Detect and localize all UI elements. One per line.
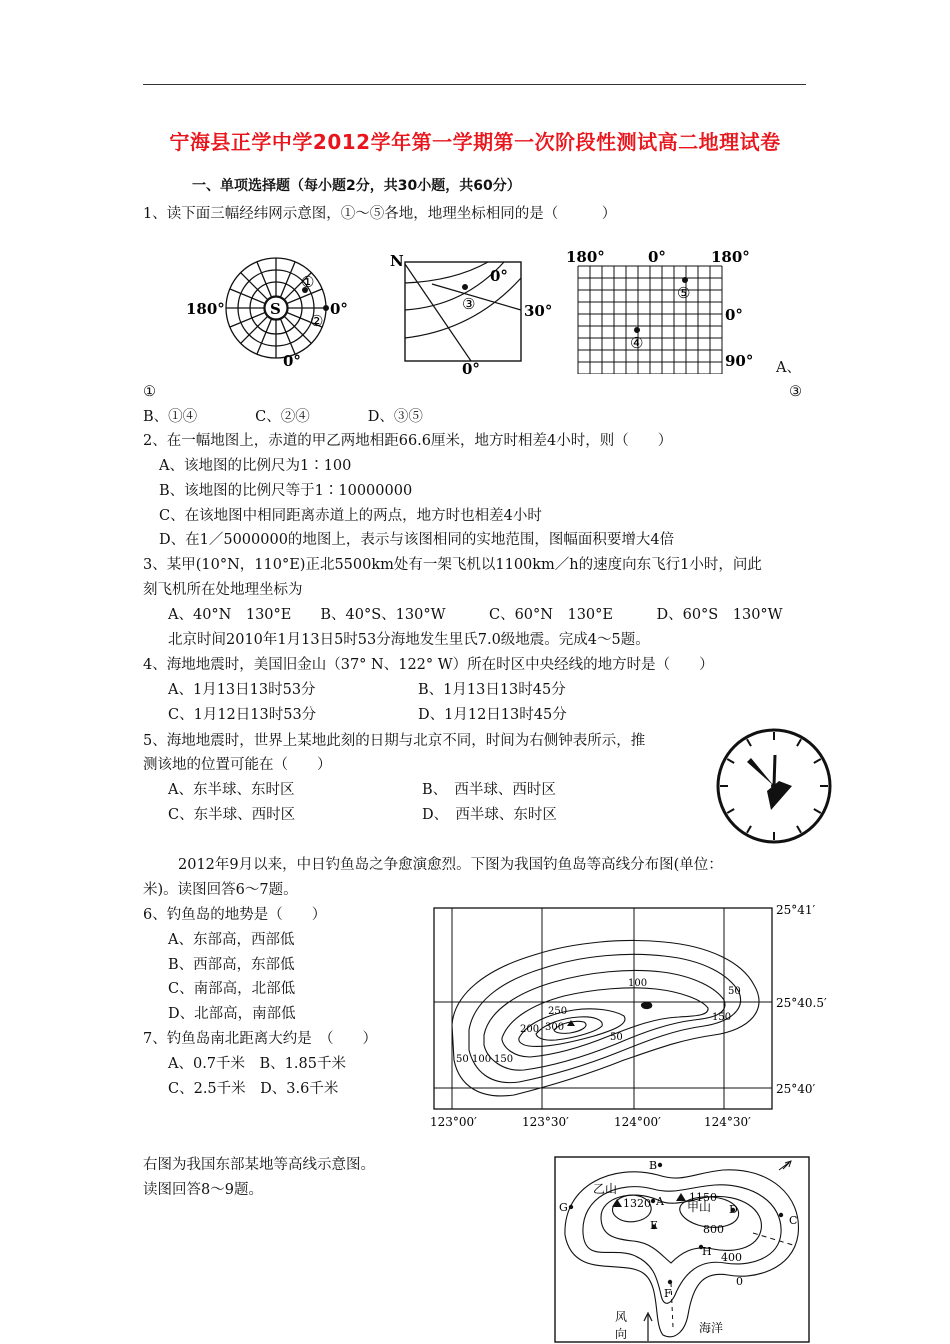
lat-top-label: 25°41′ [776,903,816,917]
point-h: H [702,1245,712,1258]
q2-stem: 2、在一幅地图上，赤道的甲乙两地相距66.6厘米，地方时相差4小时，则（ ） [143,433,673,449]
q8-9-intro-line1: 右图为我国东部某地等高线示意图。 [143,1157,375,1173]
label-n: N [390,252,404,270]
contour-label-100b: 100 [472,1054,492,1065]
lat-bot-label: 25°40′ [776,1082,816,1096]
clock-figure [713,725,835,847]
yi-mountain-label: 乙山 [593,1182,618,1196]
q5-option-a: A、东半球、东时区 [168,782,295,798]
label-0-bottom-b: 0° [462,360,480,378]
marker-1: ① [301,273,315,291]
point-c: C [789,1214,798,1227]
q6-option-d: D、北部高，南部低 [168,1006,296,1022]
q4-stem: 4、海地地震时，美国旧金山（37° N、122° W）所在时区中央经线的地方时是（ ） [143,657,714,673]
q1-options: B、①④ C、②④ D、③⑤ [143,409,423,425]
point-d: D [729,1203,738,1216]
marker-4: ④ [630,334,644,352]
polar-grid-figure [186,252,366,370]
page-title: 宁海县正学中学2012学年第一学期第一次阶段性测试高二地理试卷 [169,130,781,154]
q4-option-d: D、1月12日13时45分 [418,707,567,723]
label-180-left: 180° [566,248,605,266]
q6-7-intro-line1: 2012年9月以来，中日钓鱼岛之争愈演愈烈。下图为我国钓鱼岛等高线分布图(单位： [178,857,723,873]
contour-0: 0 [736,1275,743,1288]
label-180: 180° [186,300,225,318]
q2-option-b: B、该地图的比例尺等于1∶10000000 [159,483,413,499]
label-0-right-c: 0° [725,306,743,324]
polar-center-label: S [270,300,281,318]
contour-label-150b: 150 [494,1054,514,1065]
label-180-right: 180° [711,248,750,266]
q2-option-d: D、在1／5000000的地图上，表示与该图相同的实地范围，图幅面积要增大4倍 [159,532,675,548]
jia-mountain-height: 1150 [689,1191,717,1204]
q5-option-c: C、东半球、西时区 [168,807,296,823]
point-b: B [649,1159,658,1172]
q3-stem-line2: 刻飞机所在处地理坐标为 [143,582,303,598]
q4-option-a: A、1月13日13时53分 [168,682,316,698]
q1-stem: 1、读下面三幅经纬网示意图，①～⑤各地，地理坐标相同的是（ ） [143,206,617,222]
lat-mid-label: 25°40.5′ [776,996,827,1010]
contour-label-150: 150 [712,1012,732,1023]
q4-option-b: B、1月13日13时45分 [418,682,566,698]
contour-400: 400 [721,1251,742,1264]
q5-stem-line1: 5、海地地震时，世界上某地此刻的日期与北京不同，时间为右侧钟表所示，推 [143,733,646,749]
island-contour-map [424,900,844,1130]
section-heading: 一、单项选择题（每小题2分，共30小题，共60分） [192,178,521,194]
contour-label-50b: 50 [610,1032,623,1043]
wind-label: 风 [615,1310,628,1324]
ocean-label: 海洋 [699,1321,724,1335]
q6-7-intro-line2: 米)。读图回答6～7题。 [143,882,298,898]
lon-3-label: 124°00′ [614,1115,661,1129]
q7-options-ab: A、0.7千米 B、1.85千米 [168,1056,346,1072]
point-f: F [664,1287,672,1300]
q3-options: A、40°N 130°E B、40°S、130°W C、60°N 130°E D、60°S 130°W [168,607,783,623]
label-0-top: 0° [490,267,508,285]
contour-label-250: 250 [548,1006,568,1017]
q6-option-c: C、南部高，北部低 [168,981,296,997]
q8-9-intro-line2: 读图回答8～9题。 [143,1182,263,1198]
q1-option-a-left: ① [143,384,156,400]
q2-option-a: A、该地图的比例尺为1∶100 [159,458,352,474]
q3-stem-line1: 3、某甲(10°N，110°E)正北5500km处有一架飞机以1100km／h的速度向东飞行1小时，问此 [143,557,762,573]
contour-label-200: 200 [520,1024,540,1035]
q4-5-intro: 北京时间2010年1月13日5时53分海地发生里氏7.0级地震。完成4～5题。 [168,632,650,648]
contour-label-300: 300 [545,1022,565,1033]
label-0-bottom: 0° [283,352,301,370]
q1-option-a-right: ③ [789,384,802,400]
q5-stem-line2: 测该地的位置可能在（ ） [143,757,332,773]
q4-option-c: C、1月12日13时53分 [168,707,317,723]
yi-mountain-height: 1320 [623,1197,651,1210]
east-contour-map [553,1155,813,1344]
lon-4-label: 124°30′ [704,1115,751,1129]
point-g: G [559,1201,568,1214]
q6-option-a: A、东部高，西部低 [168,932,295,948]
marker-3: ③ [462,295,476,313]
q1-option-a-label: A、 [776,360,801,376]
direction-label: 向 [615,1327,628,1341]
contour-label-50a: 50 [728,986,741,997]
label-90: 90° [725,352,754,370]
point-a: A [656,1195,664,1208]
q2-option-c: C、在该地图中相同距离赤道上的两点，地方时也相差4小时 [159,508,542,524]
label-0-top-c: 0° [648,248,666,266]
label-0-right: 0° [330,300,348,318]
point-e: E [650,1219,659,1232]
contour-label-50c: 50 [456,1054,469,1065]
marker-2: ② [310,312,324,330]
contour-label-100: 100 [628,978,648,989]
quarter-grid-figure [384,248,554,378]
lon-2-label: 123°30′ [522,1115,569,1129]
q6-stem: 6、钓鱼岛的地势是（ ） [143,907,327,923]
q7-stem: 7、钓鱼岛南北距离大约是 （ ） [143,1031,377,1047]
top-rule [143,84,806,85]
q5-option-b: B、 西半球、西时区 [422,782,556,798]
lon-1-label: 123°00′ [430,1115,477,1129]
marker-5: ⑤ [677,284,691,302]
jia-mountain-label: 甲山 [687,1200,712,1214]
square-grid-figure [566,248,766,374]
q6-option-b: B、西部高，东部低 [168,957,295,973]
q7-options-cd: C、2.5千米 D、3.6千米 [168,1081,339,1097]
q5-option-d: D、 西半球、东时区 [422,807,557,823]
label-30: 30° [524,302,553,320]
contour-800: 800 [703,1223,724,1236]
